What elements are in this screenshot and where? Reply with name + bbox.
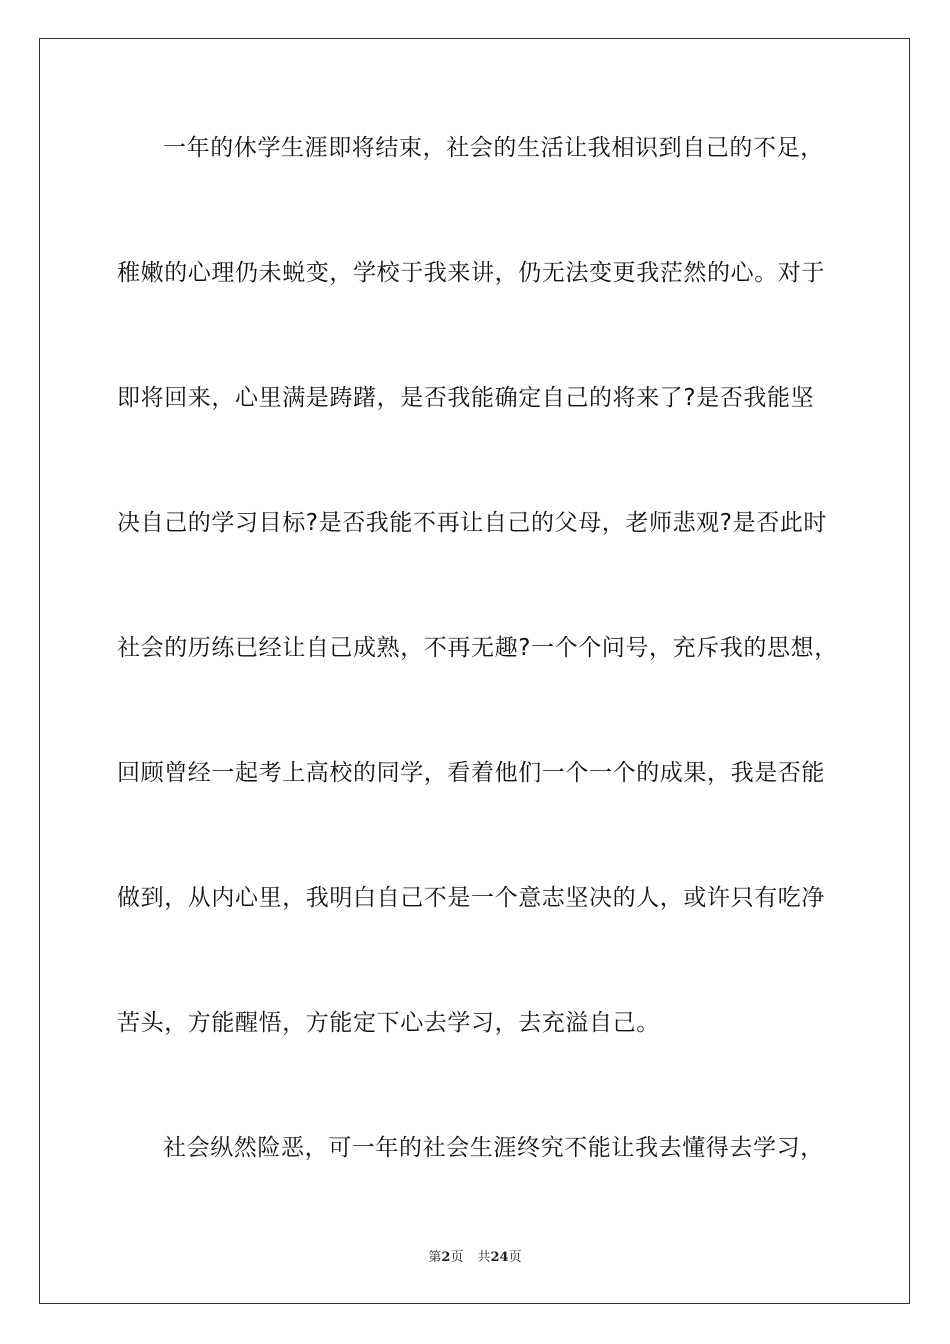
- total-pages: 24: [490, 1250, 509, 1265]
- paragraph-1-line-6: 回顾曾经一起考上高校的同学，看着他们一个一个的成果，我是否能: [117, 760, 825, 786]
- paragraph-1-line-2: 稚嫩的心理仍未蜕变，学校于我来讲，仍无法变更我茫然的心。对于: [117, 260, 825, 286]
- total-pages-suffix: 页: [508, 1250, 522, 1265]
- paragraph-1-line-1: 一年的休学生涯即将结束，社会的生活让我相识到自己的不足，: [163, 135, 824, 161]
- paragraph-1-line-3: 即将回来，心里满是踌躇，是否我能确定自己的将来了?是否我能坚: [117, 385, 815, 411]
- page-number-suffix: 页: [450, 1250, 464, 1265]
- paragraph-1-line-8: 苦头，方能醒悟，方能定下心去学习，去充溢自己。: [117, 1010, 660, 1036]
- paragraph-2-line-1: 社会纵然险恶，可一年的社会生涯终究不能让我去懂得去学习，: [163, 1135, 824, 1161]
- paragraph-1-line-5: 社会的历练已经让自己成熟，不再无趣?一个个问号，充斥我的思想，: [117, 635, 838, 661]
- page-footer: [0, 1246, 950, 1265]
- paragraph-1-line-4: 决自己的学习目标?是否我能不再让自己的父母，老师悲观?是否此时: [117, 510, 828, 536]
- page-frame: [39, 38, 910, 1304]
- total-pages-prefix: 共: [477, 1250, 491, 1265]
- page-number: 2: [441, 1250, 451, 1265]
- paragraph-1-line-7: 做到，从内心里，我明白自己不是一个意志坚决的人，或许只有吃净: [117, 885, 825, 911]
- page-number-prefix: 第: [428, 1250, 442, 1265]
